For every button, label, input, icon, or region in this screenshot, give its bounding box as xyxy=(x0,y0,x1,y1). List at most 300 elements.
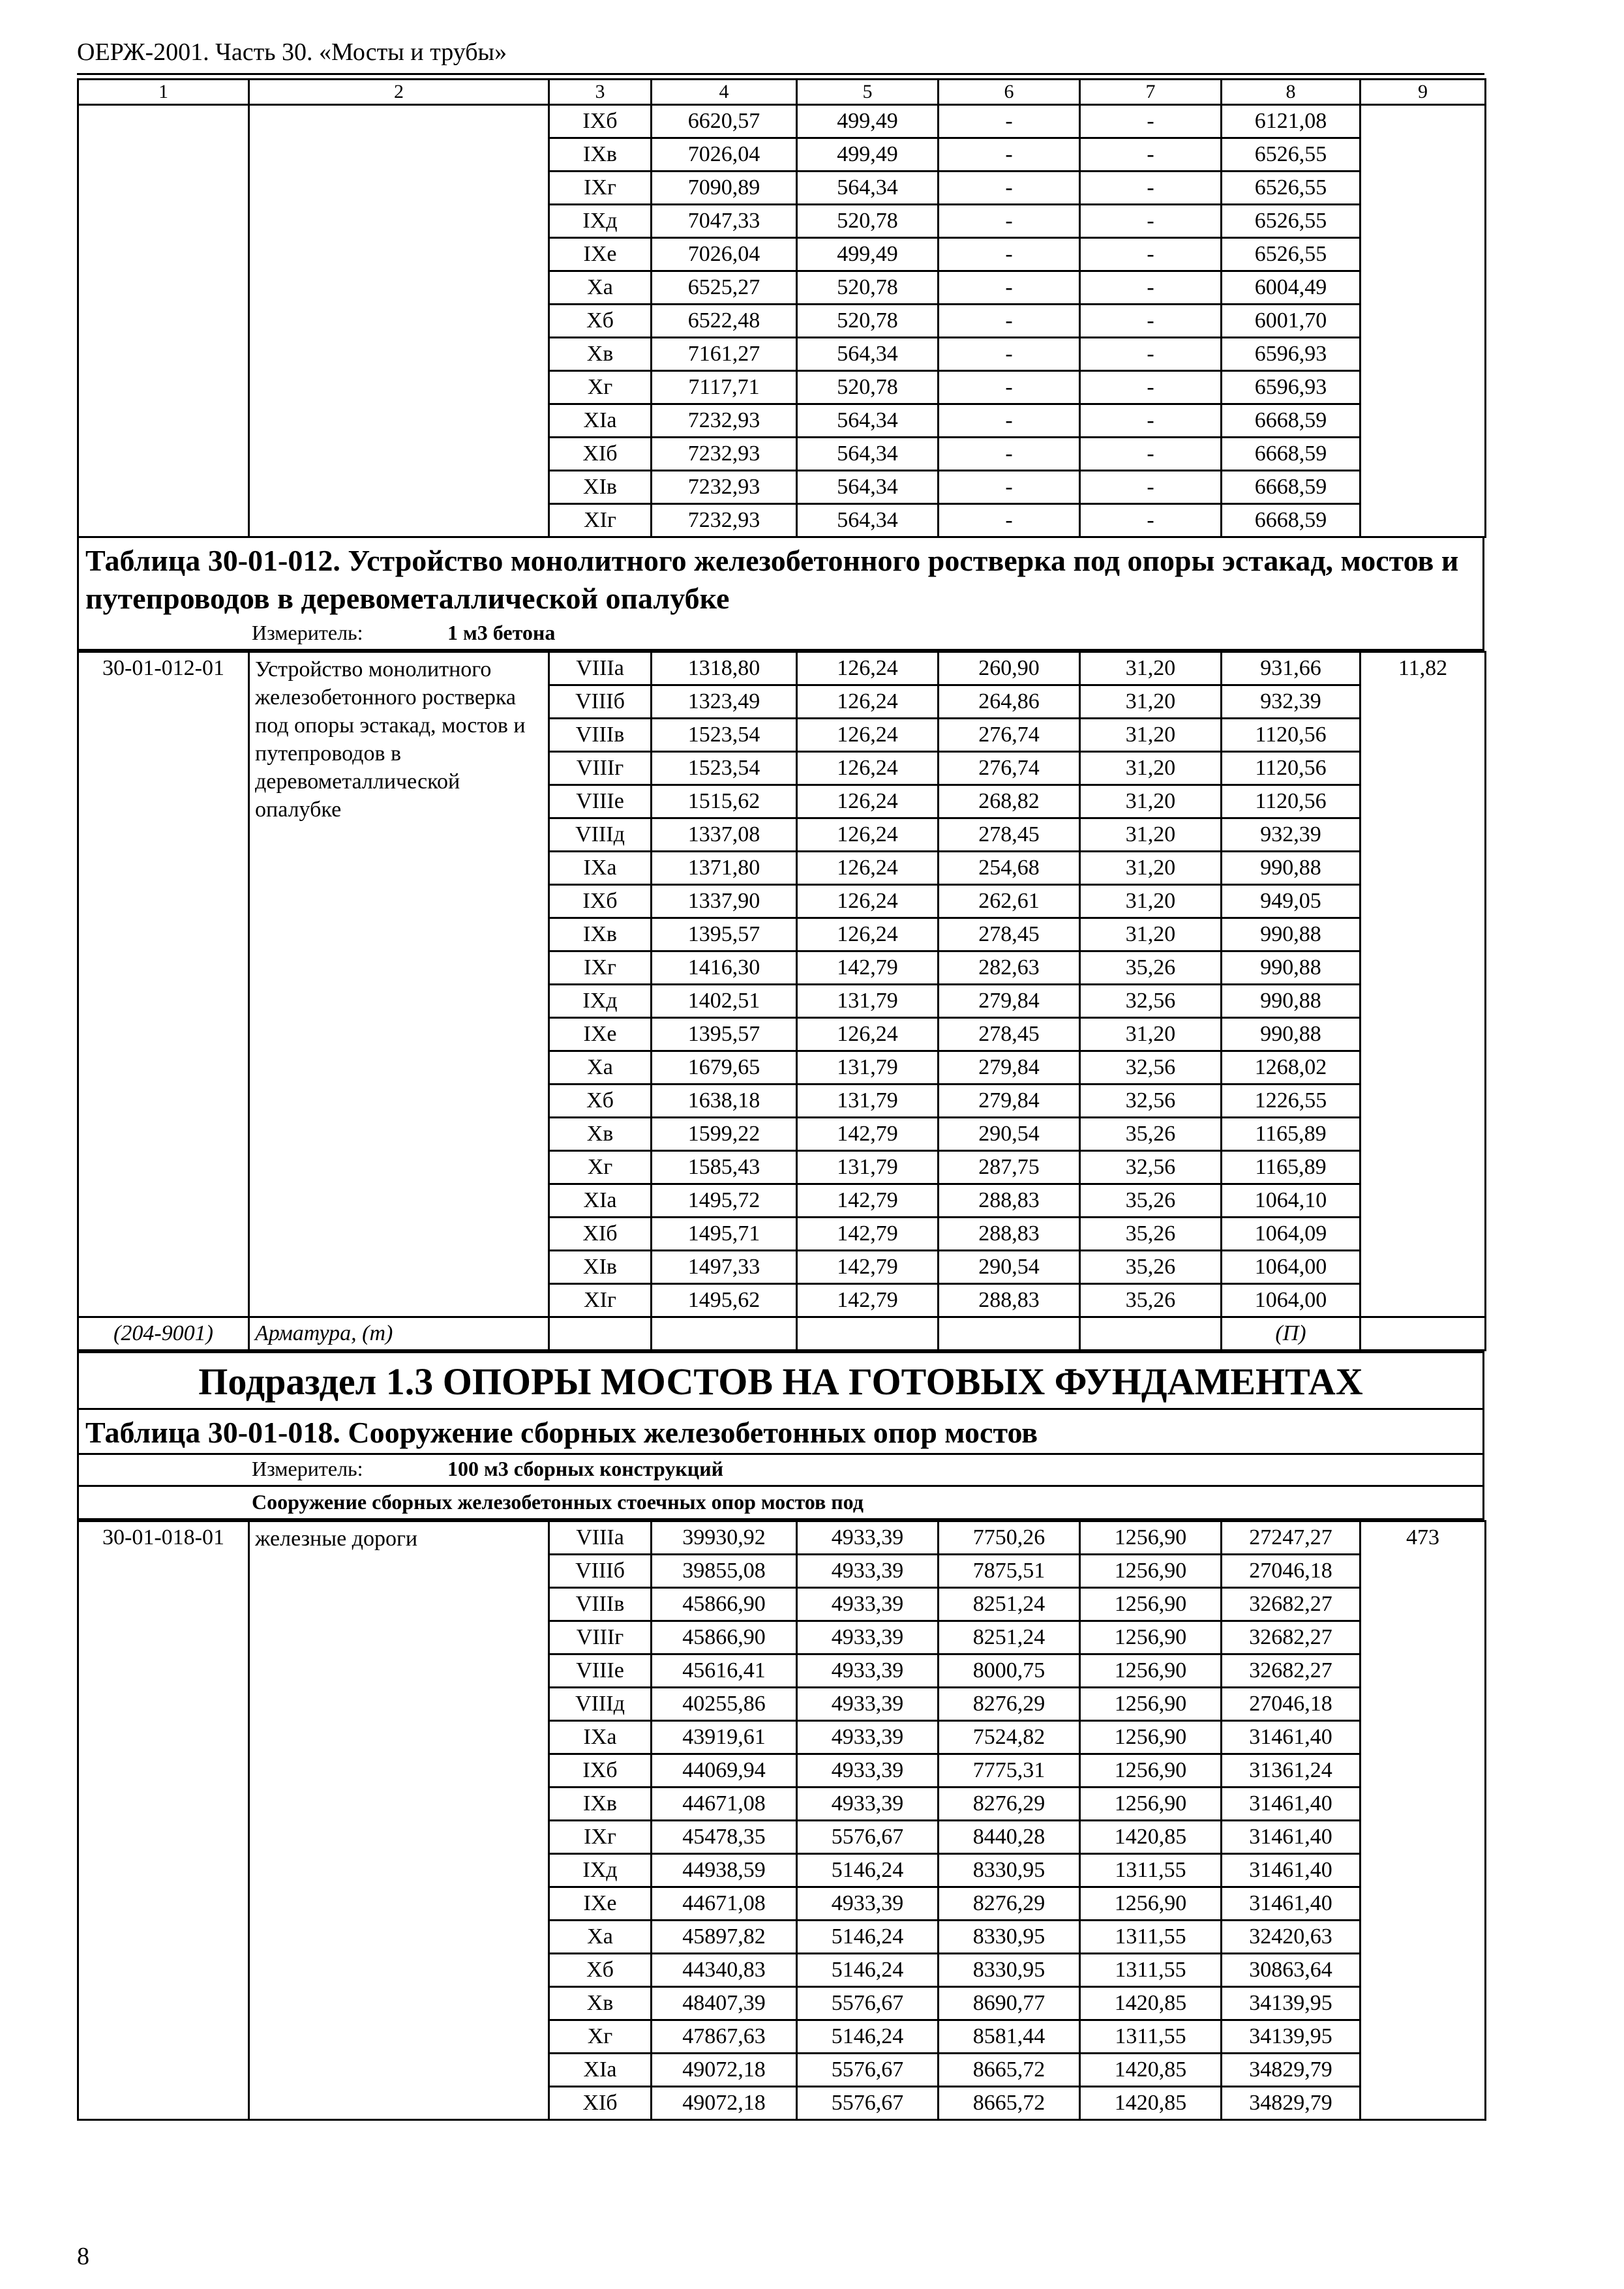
value-cell: 8251,24 xyxy=(939,1588,1080,1621)
value-cell: 1515,62 xyxy=(652,785,797,818)
value-cell: 6668,59 xyxy=(1222,438,1361,471)
value-cell: 27046,18 xyxy=(1222,1688,1361,1721)
value-cell: 8581,44 xyxy=(939,2020,1080,2054)
value-cell: 1256,90 xyxy=(1080,1588,1222,1621)
value-cell: 6526,55 xyxy=(1222,238,1361,271)
value-cell: 27046,18 xyxy=(1222,1555,1361,1588)
zone-cell: VIIIа xyxy=(549,652,652,685)
value-cell: 1585,43 xyxy=(652,1151,797,1184)
value-cell: - xyxy=(1080,238,1222,271)
zone-cell: Xб xyxy=(549,1085,652,1118)
value-cell: 31,20 xyxy=(1080,818,1222,852)
value-cell: 142,79 xyxy=(797,951,939,985)
value-cell: 126,24 xyxy=(797,852,939,885)
value-cell: 126,24 xyxy=(797,652,939,685)
value-cell: 32682,27 xyxy=(1222,1654,1361,1688)
zone-cell: XIв xyxy=(549,471,652,504)
value-cell: 1495,62 xyxy=(652,1284,797,1317)
meter-value: 100 м3 сборных конструкций xyxy=(447,1457,724,1480)
value-cell: 1523,54 xyxy=(652,752,797,785)
value-cell: 40255,86 xyxy=(652,1688,797,1721)
value-cell: 6668,59 xyxy=(1222,504,1361,537)
value-cell: 8251,24 xyxy=(939,1621,1080,1654)
value-cell: 6001,70 xyxy=(1222,305,1361,338)
value-cell: 278,45 xyxy=(939,818,1080,852)
value-cell: - xyxy=(1080,138,1222,172)
value-cell: 34139,95 xyxy=(1222,2020,1361,2054)
value-cell: 1256,90 xyxy=(1080,1721,1222,1754)
zone-cell: VIIIб xyxy=(549,1555,652,1588)
value-cell: 1337,90 xyxy=(652,885,797,918)
value-cell: 32420,63 xyxy=(1222,1921,1361,1954)
value-cell: 931,66 xyxy=(1222,652,1361,685)
zone-cell: XIб xyxy=(549,2087,652,2120)
meter-label: Измеритель: xyxy=(252,621,363,644)
value-cell: - xyxy=(939,138,1080,172)
value-cell: 32682,27 xyxy=(1222,1588,1361,1621)
value-cell: 5576,67 xyxy=(797,1821,939,1854)
value-cell: 1256,90 xyxy=(1080,1555,1222,1588)
document-body xyxy=(77,78,1484,2121)
value-cell: 31,20 xyxy=(1080,652,1222,685)
column-number: 4 xyxy=(652,80,797,105)
value-cell: 7161,27 xyxy=(652,338,797,371)
value-cell: 4933,39 xyxy=(797,1621,939,1654)
meter-value: 1 м3 бетона xyxy=(447,621,556,644)
value-cell: 564,34 xyxy=(797,404,939,438)
value-cell: 126,24 xyxy=(797,1018,939,1051)
zone-cell: Xб xyxy=(549,305,652,338)
value-cell: 7026,04 xyxy=(652,238,797,271)
zone-cell: XIг xyxy=(549,504,652,537)
value-cell: 49072,18 xyxy=(652,2087,797,2120)
value-cell: - xyxy=(1080,404,1222,438)
value-cell: 290,54 xyxy=(939,1118,1080,1151)
value-cell: 142,79 xyxy=(797,1284,939,1317)
zone-cell: VIIIб xyxy=(549,685,652,719)
value-cell: 32,56 xyxy=(1080,1085,1222,1118)
value-cell: 520,78 xyxy=(797,205,939,238)
value-cell: - xyxy=(1080,305,1222,338)
value-cell: 126,24 xyxy=(797,818,939,852)
value-cell: 126,24 xyxy=(797,918,939,951)
value-cell: 35,26 xyxy=(1080,951,1222,985)
value-cell: 1638,18 xyxy=(652,1085,797,1118)
value-cell: 31461,40 xyxy=(1222,1854,1361,1887)
value-cell: 44340,83 xyxy=(652,1954,797,1987)
zone-cell: IXб xyxy=(549,885,652,918)
value-cell: 564,34 xyxy=(797,471,939,504)
zone-cell: VIIIе xyxy=(549,785,652,818)
value-cell: 1256,90 xyxy=(1080,1521,1222,1555)
value-cell: 32,56 xyxy=(1080,1151,1222,1184)
value-cell: 278,45 xyxy=(939,1018,1080,1051)
col9-cell: 473 xyxy=(1361,1521,1486,2120)
value-cell: 1679,65 xyxy=(652,1051,797,1085)
value-cell: 5576,67 xyxy=(797,2087,939,2120)
value-cell: 49072,18 xyxy=(652,2054,797,2087)
table-018 xyxy=(77,1520,1486,2121)
value-cell: 5146,24 xyxy=(797,1854,939,1887)
value-cell: 7875,51 xyxy=(939,1555,1080,1588)
value-cell: 1256,90 xyxy=(1080,1621,1222,1654)
empty-cell xyxy=(1361,1317,1486,1351)
zone-cell: IXд xyxy=(549,1854,652,1887)
value-cell: 990,88 xyxy=(1222,918,1361,951)
table-018-title: Таблица 30-01-018. Сооружение сборных железобетонных опор мостов xyxy=(77,1410,1484,1455)
zone-cell: IXе xyxy=(549,238,652,271)
table-018-meter xyxy=(77,1455,1484,1487)
value-cell: 8330,95 xyxy=(939,1921,1080,1954)
value-cell: 31,20 xyxy=(1080,752,1222,785)
value-cell: 6620,57 xyxy=(652,105,797,138)
value-cell: 1120,56 xyxy=(1222,785,1361,818)
value-cell: 31,20 xyxy=(1080,885,1222,918)
column-number: 9 xyxy=(1361,80,1486,105)
value-cell: 279,84 xyxy=(939,985,1080,1018)
value-cell: 1420,85 xyxy=(1080,2054,1222,2087)
value-cell: 268,82 xyxy=(939,785,1080,818)
value-cell: 288,83 xyxy=(939,1284,1080,1317)
value-cell: - xyxy=(939,404,1080,438)
value-cell: - xyxy=(1080,371,1222,404)
value-cell: 6004,49 xyxy=(1222,271,1361,305)
zone-cell: Xв xyxy=(549,1118,652,1151)
value-cell: 8330,95 xyxy=(939,1854,1080,1887)
value-cell: 31,20 xyxy=(1080,918,1222,951)
value-cell: 6526,55 xyxy=(1222,205,1361,238)
column-number-row xyxy=(78,80,1486,105)
value-cell: - xyxy=(1080,172,1222,205)
value-cell: 276,74 xyxy=(939,752,1080,785)
value-cell: 6596,93 xyxy=(1222,338,1361,371)
value-cell: 290,54 xyxy=(939,1251,1080,1284)
value-cell: 6596,93 xyxy=(1222,371,1361,404)
value-cell: 34139,95 xyxy=(1222,1987,1361,2020)
zone-cell: VIIIа xyxy=(549,1521,652,1555)
value-cell: 8276,29 xyxy=(939,1688,1080,1721)
value-cell: 44938,59 xyxy=(652,1854,797,1887)
value-cell: 1311,55 xyxy=(1080,1854,1222,1887)
value-cell: - xyxy=(939,105,1080,138)
value-cell: - xyxy=(939,504,1080,537)
value-cell: 1337,08 xyxy=(652,818,797,852)
table-012-title: Таблица 30-01-012. Устройство монолитного железобетонного ростверка под опоры эстакад, мостов и путепроводов в деревометаллической опалубке xyxy=(77,538,1484,620)
table-018-group-title: Сооружение сборных железобетонных стоечных опор мостов под xyxy=(77,1487,1484,1520)
value-cell: 131,79 xyxy=(797,1151,939,1184)
value-cell: 7090,89 xyxy=(652,172,797,205)
value-cell: 126,24 xyxy=(797,685,939,719)
value-cell: 1311,55 xyxy=(1080,2020,1222,2054)
value-cell: 4933,39 xyxy=(797,1721,939,1754)
value-cell: 1402,51 xyxy=(652,985,797,1018)
zone-cell: VIIIв xyxy=(549,1588,652,1621)
value-cell: 5146,24 xyxy=(797,1921,939,1954)
value-cell: 564,34 xyxy=(797,504,939,537)
value-cell: 1599,22 xyxy=(652,1118,797,1151)
value-cell: - xyxy=(1080,105,1222,138)
code-cell: 30-01-018-01 xyxy=(78,1521,249,2120)
value-cell: 4933,39 xyxy=(797,1654,939,1688)
value-cell: 7750,26 xyxy=(939,1521,1080,1555)
value-cell: 31,20 xyxy=(1080,719,1222,752)
value-cell: 1420,85 xyxy=(1080,1821,1222,1854)
value-cell: 39855,08 xyxy=(652,1555,797,1588)
value-cell: 31,20 xyxy=(1080,1018,1222,1051)
value-cell: 126,24 xyxy=(797,885,939,918)
value-cell: 39930,92 xyxy=(652,1521,797,1555)
zone-cell: Xа xyxy=(549,1921,652,1954)
value-cell: 1420,85 xyxy=(1080,1987,1222,2020)
value-cell: - xyxy=(939,238,1080,271)
value-cell: 1256,90 xyxy=(1080,1788,1222,1821)
value-cell: 7232,93 xyxy=(652,504,797,537)
value-cell: 1395,57 xyxy=(652,918,797,951)
value-cell: 8665,72 xyxy=(939,2054,1080,2087)
zone-cell: Xг xyxy=(549,1151,652,1184)
value-cell: 131,79 xyxy=(797,985,939,1018)
code-cell: 30-01-012-01 xyxy=(78,652,249,1317)
table-012 xyxy=(77,651,1486,1351)
value-cell: 6526,55 xyxy=(1222,172,1361,205)
zone-cell: IXб xyxy=(549,1754,652,1788)
description-cell: железные дороги xyxy=(249,1521,549,2120)
value-cell: 7775,31 xyxy=(939,1754,1080,1788)
value-cell: 1256,90 xyxy=(1080,1688,1222,1721)
value-cell: 1497,33 xyxy=(652,1251,797,1284)
value-cell: 1495,72 xyxy=(652,1184,797,1218)
value-cell: 5576,67 xyxy=(797,1987,939,2020)
value-cell: 254,68 xyxy=(939,852,1080,885)
value-cell: 5576,67 xyxy=(797,2054,939,2087)
column-number: 8 xyxy=(1222,80,1361,105)
value-cell: 8276,29 xyxy=(939,1788,1080,1821)
zone-cell: Xб xyxy=(549,1954,652,1987)
value-cell: 1256,90 xyxy=(1080,1754,1222,1788)
value-cell: 1165,89 xyxy=(1222,1151,1361,1184)
empty-cell xyxy=(939,1317,1080,1351)
value-cell: 5146,24 xyxy=(797,1954,939,1987)
value-cell: 288,83 xyxy=(939,1218,1080,1251)
value-cell: 7524,82 xyxy=(939,1721,1080,1754)
value-cell: 1226,55 xyxy=(1222,1085,1361,1118)
value-cell: 8665,72 xyxy=(939,2087,1080,2120)
table-012-meter xyxy=(77,620,1484,651)
value-cell: 45478,35 xyxy=(652,1821,797,1854)
value-cell: 1165,89 xyxy=(1222,1118,1361,1151)
value-cell: 131,79 xyxy=(797,1085,939,1118)
value-cell: 4933,39 xyxy=(797,1588,939,1621)
description-cell: Устройство монолитного железобетонного ростверка под опоры эстакад, мостов и путепроводов в деревометаллической опалубке xyxy=(249,652,549,1317)
value-cell: 8330,95 xyxy=(939,1954,1080,1987)
value-cell: 990,88 xyxy=(1222,852,1361,885)
value-cell: 48407,39 xyxy=(652,1987,797,2020)
value-cell: 126,24 xyxy=(797,719,939,752)
zone-cell: XIа xyxy=(549,1184,652,1218)
value-cell: 7232,93 xyxy=(652,471,797,504)
value-cell: 4933,39 xyxy=(797,1521,939,1555)
value-cell: 1395,57 xyxy=(652,1018,797,1051)
value-cell: - xyxy=(939,172,1080,205)
value-cell: 8000,75 xyxy=(939,1654,1080,1688)
empty-cell xyxy=(652,1317,797,1351)
value-cell: 31461,40 xyxy=(1222,1721,1361,1754)
value-cell: 1311,55 xyxy=(1080,1921,1222,1954)
value-cell: 35,26 xyxy=(1080,1251,1222,1284)
zone-cell: IXд xyxy=(549,205,652,238)
value-cell: 8440,28 xyxy=(939,1821,1080,1854)
value-cell: 1416,30 xyxy=(652,951,797,985)
value-cell: 4933,39 xyxy=(797,1887,939,1921)
value-cell: 142,79 xyxy=(797,1251,939,1284)
value-cell: 32,56 xyxy=(1080,1051,1222,1085)
zone-cell: VIIIг xyxy=(549,1621,652,1654)
value-cell: - xyxy=(1080,504,1222,537)
value-cell: 279,84 xyxy=(939,1051,1080,1085)
column-number: 5 xyxy=(797,80,939,105)
value-cell: 520,78 xyxy=(797,371,939,404)
value-cell: 499,49 xyxy=(797,138,939,172)
value-cell: 31,20 xyxy=(1080,852,1222,885)
value-cell: 282,63 xyxy=(939,951,1080,985)
value-cell: 142,79 xyxy=(797,1118,939,1151)
value-cell: 35,26 xyxy=(1080,1118,1222,1151)
value-cell: 44671,08 xyxy=(652,1887,797,1921)
value-cell: 8276,29 xyxy=(939,1887,1080,1921)
value-cell: - xyxy=(1080,438,1222,471)
value-cell: 6525,27 xyxy=(652,271,797,305)
zone-cell: XIа xyxy=(549,2054,652,2087)
value-cell: - xyxy=(939,471,1080,504)
value-cell: 1420,85 xyxy=(1080,2087,1222,2120)
value-cell: 126,24 xyxy=(797,785,939,818)
value-cell: 142,79 xyxy=(797,1218,939,1251)
value-cell: - xyxy=(1080,471,1222,504)
value-cell: 278,45 xyxy=(939,918,1080,951)
value-cell: 31461,40 xyxy=(1222,1887,1361,1921)
value-cell: - xyxy=(939,205,1080,238)
zone-cell: IXб xyxy=(549,105,652,138)
value-cell: - xyxy=(1080,271,1222,305)
value-cell: 31,20 xyxy=(1080,785,1222,818)
value-cell: 264,86 xyxy=(939,685,1080,719)
col9-cell xyxy=(1361,105,1486,537)
table-row xyxy=(78,652,1486,685)
value-cell: 45897,82 xyxy=(652,1921,797,1954)
value-cell: 32682,27 xyxy=(1222,1621,1361,1654)
zone-cell: IXг xyxy=(549,172,652,205)
resource-col8: (П) xyxy=(1222,1317,1361,1351)
zone-cell: IXд xyxy=(549,985,652,1018)
value-cell: 7026,04 xyxy=(652,138,797,172)
resource-code: (204-9001) xyxy=(78,1317,249,1351)
value-cell: 45866,90 xyxy=(652,1621,797,1654)
zone-cell: XIа xyxy=(549,404,652,438)
value-cell: 1064,09 xyxy=(1222,1218,1361,1251)
value-cell: 1256,90 xyxy=(1080,1887,1222,1921)
value-cell: 1268,02 xyxy=(1222,1051,1361,1085)
value-cell: 1523,54 xyxy=(652,719,797,752)
value-cell: 260,90 xyxy=(939,652,1080,685)
running-header: ОЕРЖ-2001. Часть 30. «Мосты и трубы» xyxy=(77,38,507,66)
value-cell: 1064,10 xyxy=(1222,1184,1361,1218)
value-cell: 1495,71 xyxy=(652,1218,797,1251)
zone-cell: VIIIд xyxy=(549,818,652,852)
value-cell: - xyxy=(1080,205,1222,238)
value-cell: - xyxy=(939,371,1080,404)
value-cell: 7232,93 xyxy=(652,438,797,471)
code-cell xyxy=(78,105,249,537)
zone-cell: VIIIд xyxy=(549,1688,652,1721)
page-number: 8 xyxy=(77,2243,89,2270)
value-cell: 520,78 xyxy=(797,271,939,305)
value-cell: 564,34 xyxy=(797,172,939,205)
value-cell: 499,49 xyxy=(797,238,939,271)
value-cell: 6668,59 xyxy=(1222,471,1361,504)
value-cell: 4933,39 xyxy=(797,1754,939,1788)
value-cell: 6668,59 xyxy=(1222,404,1361,438)
value-cell: 8690,77 xyxy=(939,1987,1080,2020)
value-cell: 990,88 xyxy=(1222,1018,1361,1051)
value-cell: 287,75 xyxy=(939,1151,1080,1184)
zone-cell: VIIIг xyxy=(549,752,652,785)
value-cell: 44671,08 xyxy=(652,1788,797,1821)
table-prev-continuation xyxy=(77,78,1486,538)
value-cell: 1371,80 xyxy=(652,852,797,885)
header-rule xyxy=(77,73,1484,75)
value-cell: 1120,56 xyxy=(1222,752,1361,785)
value-cell: 35,26 xyxy=(1080,1184,1222,1218)
value-cell: 47867,63 xyxy=(652,2020,797,2054)
zone-cell: VIIIе xyxy=(549,1654,652,1688)
value-cell: 990,88 xyxy=(1222,985,1361,1018)
value-cell: 276,74 xyxy=(939,719,1080,752)
zone-cell: IXе xyxy=(549,1887,652,1921)
value-cell: 7232,93 xyxy=(652,404,797,438)
value-cell: 564,34 xyxy=(797,338,939,371)
zone-cell: VIIIв xyxy=(549,719,652,752)
value-cell: 31461,40 xyxy=(1222,1788,1361,1821)
value-cell: 31,20 xyxy=(1080,685,1222,719)
column-number: 2 xyxy=(249,80,549,105)
column-number: 3 xyxy=(549,80,652,105)
value-cell: 990,88 xyxy=(1222,951,1361,985)
value-cell: 7117,71 xyxy=(652,371,797,404)
value-cell: 44069,94 xyxy=(652,1754,797,1788)
value-cell: - xyxy=(939,305,1080,338)
zone-cell: Xг xyxy=(549,2020,652,2054)
value-cell: 43919,61 xyxy=(652,1721,797,1754)
value-cell: 1318,80 xyxy=(652,652,797,685)
value-cell: 142,79 xyxy=(797,1184,939,1218)
value-cell: - xyxy=(939,438,1080,471)
value-cell: 949,05 xyxy=(1222,885,1361,918)
value-cell: 4933,39 xyxy=(797,1688,939,1721)
column-number: 6 xyxy=(939,80,1080,105)
value-cell: - xyxy=(939,338,1080,371)
value-cell: 7047,33 xyxy=(652,205,797,238)
value-cell: - xyxy=(939,271,1080,305)
meter-label: Измеритель: xyxy=(252,1457,363,1480)
value-cell: 34829,79 xyxy=(1222,2087,1361,2120)
zone-cell: Xг xyxy=(549,371,652,404)
zone-cell: IXа xyxy=(549,1721,652,1754)
value-cell: 1323,49 xyxy=(652,685,797,719)
description-cell xyxy=(249,105,549,537)
zone-cell: Xв xyxy=(549,1987,652,2020)
zone-cell: IXг xyxy=(549,951,652,985)
zone-cell: IXв xyxy=(549,1788,652,1821)
